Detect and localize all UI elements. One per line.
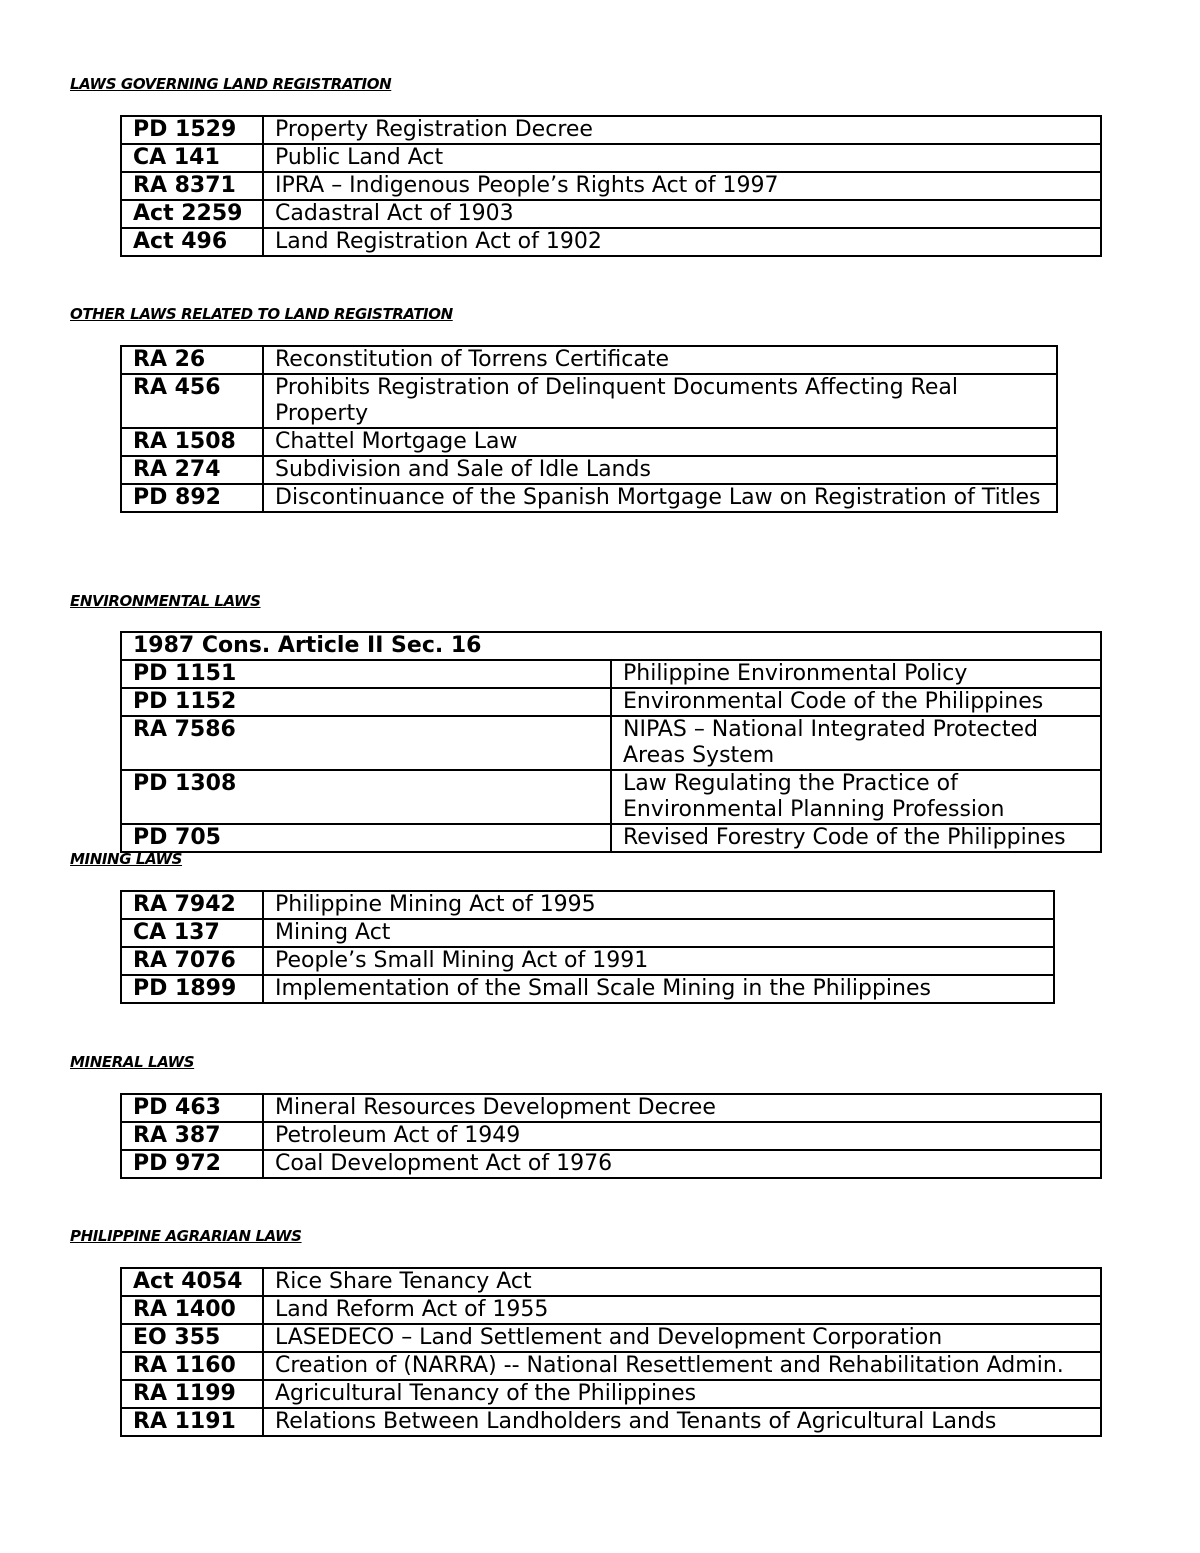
law-title: Reconstitution of Torrens Certificate: [263, 346, 1057, 374]
law-title: Land Reform Act of 1955: [263, 1296, 1101, 1324]
law-title: Revised Forestry Code of the Philippines: [611, 824, 1101, 852]
table-row: [121, 144, 1101, 172]
table-row: [121, 428, 1057, 456]
law-title: Discontinuance of the Spanish Mortgage Law on Registration of Titles: [263, 484, 1057, 512]
law-title: Implementation of the Small Scale Mining in the Philippines: [263, 975, 1054, 1003]
law-code: EO 355: [121, 1324, 263, 1352]
table-row: [121, 116, 1101, 144]
section-heading-mining-laws: MINING LAWS: [70, 850, 183, 868]
law-code: RA 456: [121, 374, 263, 428]
mineral-laws-table: [120, 1093, 1102, 1179]
law-code: RA 7076: [121, 947, 263, 975]
table-row: [121, 660, 1101, 688]
table-row: [121, 947, 1054, 975]
table-row: [121, 1380, 1101, 1408]
table-row: [121, 824, 1101, 852]
table-row: [121, 1408, 1101, 1436]
law-title: Cadastral Act of 1903: [263, 200, 1101, 228]
law-code: RA 1160: [121, 1352, 263, 1380]
law-title: Mineral Resources Development Decree: [263, 1094, 1101, 1122]
law-code: RA 7942: [121, 891, 263, 919]
table-row: [121, 172, 1101, 200]
law-code: PD 892: [121, 484, 263, 512]
law-code: PD 705: [121, 824, 611, 852]
law-code: PD 1152: [121, 688, 611, 716]
law-code: PD 1899: [121, 975, 263, 1003]
table-row: [121, 374, 1057, 428]
section-heading-mineral-laws: MINERAL LAWS: [70, 1053, 195, 1071]
law-title: Philippine Environmental Policy: [611, 660, 1101, 688]
table-row: [121, 1122, 1101, 1150]
law-code: Act 496: [121, 228, 263, 256]
table-row: [121, 632, 1101, 660]
law-title: Public Land Act: [263, 144, 1101, 172]
law-title: Chattel Mortgage Law: [263, 428, 1057, 456]
law-title: Prohibits Registration of Delinquent Documents Affecting Real Property: [263, 374, 1057, 428]
table-row: [121, 200, 1101, 228]
table-row: [121, 891, 1054, 919]
table-row: [121, 975, 1054, 1003]
section-heading-other-land-laws: OTHER LAWS RELATED TO LAND REGISTRATION: [70, 305, 453, 323]
law-title: Law Regulating the Practice of Environmental Planning Profession: [611, 770, 1101, 824]
section-heading-land-registration: LAWS GOVERNING LAND REGISTRATION: [70, 75, 392, 93]
law-code: PD 1308: [121, 770, 611, 824]
land-registration-table: [120, 115, 1102, 257]
law-title: Petroleum Act of 1949: [263, 1122, 1101, 1150]
law-title: Philippine Mining Act of 1995: [263, 891, 1054, 919]
law-title: NIPAS – National Integrated Protected Areas System: [611, 716, 1101, 770]
law-code: PD 1529: [121, 116, 263, 144]
law-title: Coal Development Act of 1976: [263, 1150, 1101, 1178]
law-code: PD 972: [121, 1150, 263, 1178]
law-code: RA 1508: [121, 428, 263, 456]
law-title: Relations Between Landholders and Tenants of Agricultural Lands: [263, 1408, 1101, 1436]
table-row: [121, 1296, 1101, 1324]
table-row: [121, 228, 1101, 256]
table-row: [121, 716, 1101, 770]
law-code: RA 1199: [121, 1380, 263, 1408]
section-heading-agrarian-laws: PHILIPPINE AGRARIAN LAWS: [70, 1227, 302, 1245]
table-row: [121, 1268, 1101, 1296]
law-code: RA 7586: [121, 716, 611, 770]
law-code: RA 8371: [121, 172, 263, 200]
law-title: Mining Act: [263, 919, 1054, 947]
law-title: Subdivision and Sale of Idle Lands: [263, 456, 1057, 484]
table-row: [121, 1094, 1101, 1122]
section-heading-environmental-laws: ENVIRONMENTAL LAWS: [70, 592, 261, 610]
law-code: RA 1191: [121, 1408, 263, 1436]
other-land-laws-table: [120, 345, 1058, 513]
law-title: LASEDECO – Land Settlement and Development Corporation: [263, 1324, 1101, 1352]
law-code: RA 387: [121, 1122, 263, 1150]
law-title: Creation of (NARRA) -- National Resettlement and Rehabilitation Admin.: [263, 1352, 1101, 1380]
constitution-header-row: 1987 Cons. Article II Sec. 16: [121, 632, 1101, 660]
table-row: [121, 1352, 1101, 1380]
agrarian-laws-table: [120, 1267, 1102, 1437]
table-row: [121, 919, 1054, 947]
table-row: [121, 346, 1057, 374]
law-code: CA 137: [121, 919, 263, 947]
table-row: [121, 456, 1057, 484]
law-title: Land Registration Act of 1902: [263, 228, 1101, 256]
mining-laws-table: [120, 890, 1055, 1004]
law-code: Act 4054: [121, 1268, 263, 1296]
law-title: Environmental Code of the Philippines: [611, 688, 1101, 716]
table-row: [121, 1150, 1101, 1178]
law-title: People’s Small Mining Act of 1991: [263, 947, 1054, 975]
table-row: [121, 770, 1101, 824]
law-title: Agricultural Tenancy of the Philippines: [263, 1380, 1101, 1408]
law-title: IPRA – Indigenous People’s Rights Act of 1997: [263, 172, 1101, 200]
law-title: Property Registration Decree: [263, 116, 1101, 144]
table-row: [121, 688, 1101, 716]
law-code: Act 2259: [121, 200, 263, 228]
law-code: PD 463: [121, 1094, 263, 1122]
law-code: RA 1400: [121, 1296, 263, 1324]
table-row: [121, 484, 1057, 512]
table-row: [121, 1324, 1101, 1352]
environmental-laws-table: [120, 631, 1102, 853]
law-code: RA 26: [121, 346, 263, 374]
law-code: RA 274: [121, 456, 263, 484]
law-title: Rice Share Tenancy Act: [263, 1268, 1101, 1296]
law-code: CA 141: [121, 144, 263, 172]
law-code: PD 1151: [121, 660, 611, 688]
